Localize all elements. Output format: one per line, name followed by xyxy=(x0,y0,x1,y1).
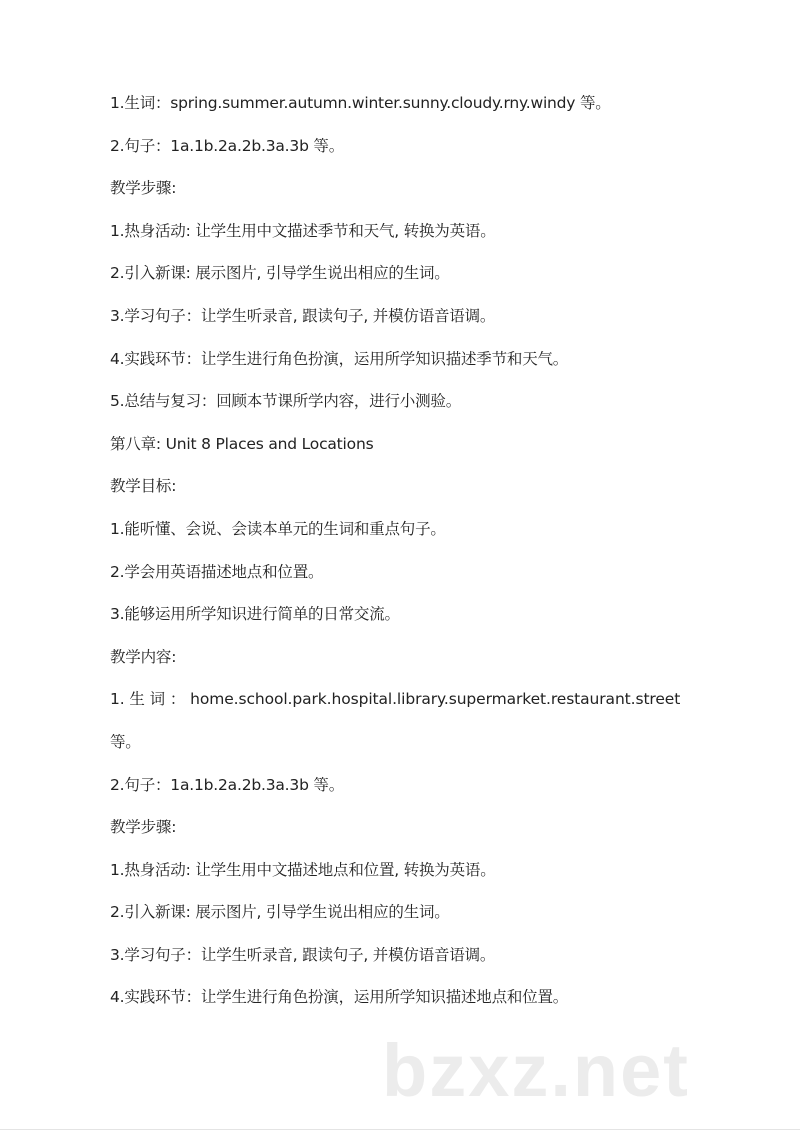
text-line: 2.引入新课: 展示图片, 引导学生说出相应的生词。 xyxy=(110,903,450,922)
text-line: 3.能够运用所学知识进行简单的日常交流。 xyxy=(110,605,400,624)
text-line: 5.总结与复习：回顾本节课所学内容，进行小测验。 xyxy=(110,392,461,411)
section-heading: 教学目标: xyxy=(110,477,177,496)
text-line: 4.实践环节：让学生进行角色扮演，运用所学知识描述地点和位置。 xyxy=(110,988,569,1007)
section-heading: 教学步骤: xyxy=(110,179,177,198)
page-bottom-divider xyxy=(0,1129,800,1130)
text-line: 1.能听懂、会说、会读本单元的生词和重点句子。 xyxy=(110,519,446,538)
text-line: 等。 xyxy=(110,732,141,751)
section-heading: 教学内容: xyxy=(110,647,177,666)
text-line: 1. 生 词 ： home.school.park.hospital.library.supermarket.restaurant.street xyxy=(110,690,681,709)
text-line: 1.生词：spring.summer.autumn.winter.sunny.cloudy.rny.windy 等。 xyxy=(110,94,611,112)
text-line: 2.学会用英语描述地点和位置。 xyxy=(110,562,324,581)
section-heading: 教学步骤: xyxy=(110,818,177,837)
text-line: 1.热身活动: 让学生用中文描述地点和位置, 转换为英语。 xyxy=(110,860,496,879)
watermark: bzxz.net xyxy=(382,1029,690,1112)
chapter-heading: 第八章: Unit 8 Places and Locations xyxy=(110,434,374,453)
text-line: 3.学习句子：让学生听录音, 跟读句子, 并模仿语音语调。 xyxy=(110,945,496,964)
text-line: 1.热身活动: 让学生用中文描述季节和天气, 转换为英语。 xyxy=(110,221,496,240)
text-line: 4.实践环节：让学生进行角色扮演，运用所学知识描述季节和天气。 xyxy=(110,349,569,368)
text-line: 2.引入新课: 展示图片, 引导学生说出相应的生词。 xyxy=(110,264,450,283)
text-line: 3.学习句子：让学生听录音, 跟读句子, 并模仿语音语调。 xyxy=(110,306,496,325)
text-line: 2.句子：1a.1b.2a.2b.3a.3b 等。 xyxy=(110,775,345,794)
text-line: 2.句子：1a.1b.2a.2b.3a.3b 等。 xyxy=(110,136,345,155)
document-body xyxy=(110,82,710,1019)
